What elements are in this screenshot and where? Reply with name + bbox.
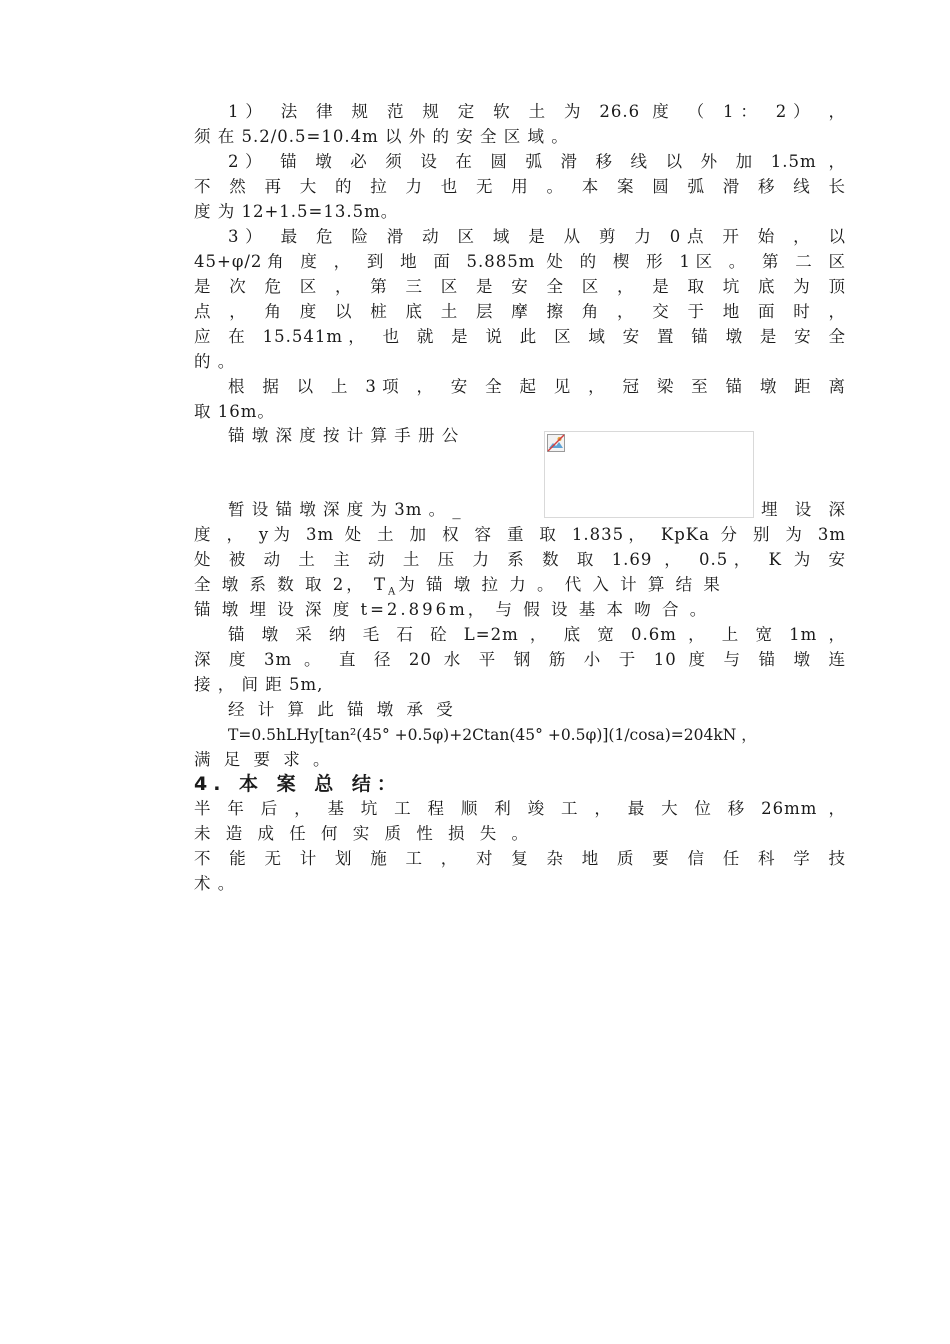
paragraph-line: 锚 墩 采 纳 毛 石 砼 L=2m ， 底 宽 0.6m ， 上 宽 1m ， bbox=[228, 625, 846, 644]
paragraph-line: 锚 墩 深 度 按 计 算 手 册 公 bbox=[228, 426, 460, 445]
paragraph-line: 1） 法 律 规 范 规 定 软 土 为 26.6 度 （ 1： 2） ， bbox=[228, 102, 846, 121]
subscript: A bbox=[387, 586, 399, 598]
paragraph-line: 度 ， y为 3m 处 土 加 权 容 重 取 1.835， KpKa 分 别 为 3m bbox=[194, 525, 846, 544]
paragraph-line: 不 能 无 计 划 施 工 ， 对 复 杂 地 质 要 信 任 科 学 技 bbox=[194, 849, 846, 868]
paragraph-line: 根 据 以 上 3项 ， 安 全 起 见 ， 冠 梁 至 锚 墩 距 离 bbox=[228, 377, 846, 396]
paragraph-line: 不 然 再 大 的 拉 力 也 无 用 。 本 案 圆 弧 滑 移 线 长 bbox=[194, 177, 846, 196]
section-heading: 4. 本 案 总 结： bbox=[194, 773, 402, 795]
paragraph-line bbox=[194, 573, 723, 597]
paragraph-line: 处 被 动 土 主 动 土 压 力 系 数 取 1.69 ， 0.5， K 为 安 bbox=[194, 550, 846, 569]
paragraph-line: 暂 设 锚 墩 深 度 为 3m 。 _ bbox=[228, 500, 462, 519]
paragraph-line: 经 计 算 此 锚 墩 承 受 bbox=[228, 700, 457, 719]
paragraph-line: 锚 墩 埋 设 深 度 t=2.896m， 与 假 设 基 本 吻 合 。 bbox=[194, 600, 710, 619]
broken-image-icon bbox=[547, 434, 565, 452]
line-segment: 为 锚 墩 拉 力 。 代 入 计 算 结 果 bbox=[398, 575, 723, 594]
paragraph-line: 术 。 bbox=[194, 874, 236, 893]
paragraph-line: 须 在 5.2/0.5=10.4m 以 外 的 安 全 区 域 。 bbox=[194, 127, 569, 146]
paragraph-line: 的 。 bbox=[194, 352, 236, 371]
paragraph-line: 是 次 危 区 ， 第 三 区 是 安 全 区 ， 是 取 坑 底 为 顶 bbox=[194, 277, 846, 296]
line-segment: 全 墩 系 数 取 2， T bbox=[194, 575, 388, 594]
paragraph-line: 未 造 成 任 何 实 质 性 损 失 。 bbox=[194, 824, 533, 843]
paragraph-line: 度 为 12+1.5=13.5m。 bbox=[194, 202, 399, 221]
paragraph-line: 45+φ/2角 度 ， 到 地 面 5.885m 处 的 楔 形 1区 。 第 二 区 bbox=[194, 252, 846, 271]
paragraph-line: 取 16m。 bbox=[194, 402, 275, 421]
paragraph-line: 接 ， 间 距 5m, bbox=[194, 675, 324, 694]
formula-line: T=0.5hLHy[tan²(45° +0.5φ)+2Ctan(45° +0.5φ)](1/cosa)=204kN ， bbox=[228, 726, 757, 744]
paragraph-line: 2） 锚 墩 必 须 设 在 圆 弧 滑 移 线 以 外 加 1.5m ， bbox=[228, 152, 846, 171]
paragraph-line: 应 在 15.541m， 也 就 是 说 此 区 域 安 置 锚 墩 是 安 全 bbox=[194, 327, 846, 346]
formula-image-placeholder bbox=[544, 431, 754, 518]
paragraph-line: 埋 设 深 bbox=[761, 500, 851, 519]
paragraph-line: 深 度 3m 。 直 径 20 水 平 钢 筋 小 于 10 度 与 锚 墩 连 bbox=[194, 650, 846, 669]
paragraph-line: 3） 最 危 险 滑 动 区 域 是 从 剪 力 0点 开 始 ， 以 bbox=[228, 227, 846, 246]
paragraph-line: 满 足 要 求 。 bbox=[194, 750, 334, 769]
paragraph-line: 点 ， 角 度 以 桩 底 土 层 摩 擦 角 ， 交 于 地 面 时 ， bbox=[194, 302, 846, 321]
paragraph-line: 半 年 后 ， 基 坑 工 程 顺 利 竣 工 ， 最 大 位 移 26mm ， bbox=[194, 799, 846, 818]
